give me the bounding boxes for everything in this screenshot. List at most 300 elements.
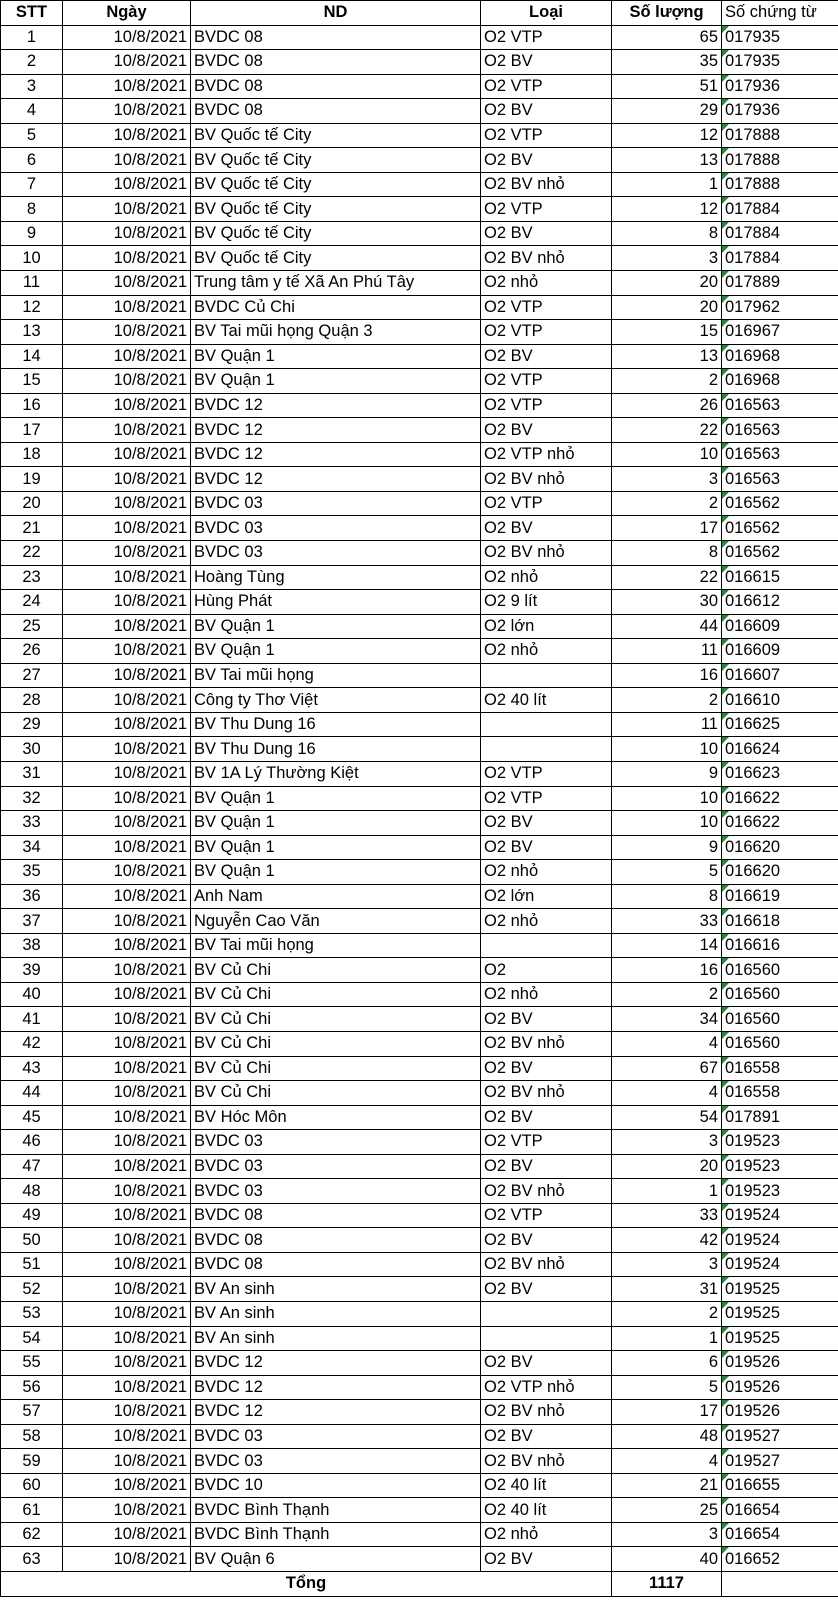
cell-doc[interactable]: 017936 <box>722 99 838 124</box>
cell-type[interactable]: O2 VTP <box>481 369 612 394</box>
cell-nd[interactable]: BV Củ Chi <box>191 958 481 983</box>
cell-stt[interactable]: 9 <box>1 221 63 246</box>
cell-qty[interactable]: 8 <box>612 541 722 566</box>
cell-date[interactable]: 10/8/2021 <box>63 516 191 541</box>
cell-doc[interactable]: 019527 <box>722 1424 838 1449</box>
cell-stt[interactable]: 43 <box>1 1056 63 1081</box>
cell-doc[interactable]: 017935 <box>722 25 838 50</box>
cell-nd[interactable]: BV Củ Chi <box>191 1031 481 1056</box>
cell-nd[interactable]: BVDC 08 <box>191 1252 481 1277</box>
cell-doc[interactable]: 016652 <box>722 1547 838 1572</box>
cell-nd[interactable]: BVDC 12 <box>191 442 481 467</box>
cell-qty[interactable]: 2 <box>612 982 722 1007</box>
cell-nd[interactable]: BVDC 10 <box>191 1473 481 1498</box>
cell-nd[interactable]: BVDC 03 <box>191 1130 481 1155</box>
cell-date[interactable]: 10/8/2021 <box>63 369 191 394</box>
cell-date[interactable]: 10/8/2021 <box>63 1424 191 1449</box>
cell-date[interactable]: 10/8/2021 <box>63 172 191 197</box>
cell-type[interactable]: O2 BV nhỏ <box>481 1179 612 1204</box>
cell-nd[interactable]: BVDC 03 <box>191 1424 481 1449</box>
cell-qty[interactable]: 2 <box>612 369 722 394</box>
cell-nd[interactable]: BVDC 03 <box>191 1154 481 1179</box>
cell-qty[interactable]: 14 <box>612 933 722 958</box>
cell-type[interactable]: O2 VTP <box>481 1130 612 1155</box>
cell-doc[interactable]: 019525 <box>722 1301 838 1326</box>
cell-stt[interactable]: 30 <box>1 737 63 762</box>
cell-nd[interactable]: BV Củ Chi <box>191 1081 481 1106</box>
cell-qty[interactable]: 51 <box>612 74 722 99</box>
cell-qty[interactable]: 35 <box>612 50 722 75</box>
cell-type[interactable]: O2 VTP <box>481 393 612 418</box>
cell-nd[interactable]: BV Quận 1 <box>191 835 481 860</box>
cell-type[interactable]: O2 40 lít <box>481 688 612 713</box>
cell-nd[interactable]: BVDC Bình Thạnh <box>191 1498 481 1523</box>
cell-doc[interactable]: 019523 <box>722 1179 838 1204</box>
cell-date[interactable]: 10/8/2021 <box>63 1081 191 1106</box>
cell-qty[interactable]: 20 <box>612 295 722 320</box>
cell-stt[interactable]: 22 <box>1 541 63 566</box>
cell-nd[interactable]: BV Tai mũi họng <box>191 933 481 958</box>
cell-qty[interactable]: 13 <box>612 148 722 173</box>
cell-stt[interactable]: 58 <box>1 1424 63 1449</box>
cell-qty[interactable]: 44 <box>612 614 722 639</box>
cell-doc[interactable]: 016615 <box>722 565 838 590</box>
cell-qty[interactable]: 11 <box>612 712 722 737</box>
cell-date[interactable]: 10/8/2021 <box>63 835 191 860</box>
cell-nd[interactable]: BV An sinh <box>191 1301 481 1326</box>
cell-date[interactable]: 10/8/2021 <box>63 491 191 516</box>
cell-nd[interactable]: BVDC 12 <box>191 418 481 443</box>
cell-doc[interactable]: 016609 <box>722 614 838 639</box>
cell-doc[interactable]: 016560 <box>722 982 838 1007</box>
cell-nd[interactable]: BVDC 12 <box>191 393 481 418</box>
cell-nd[interactable]: BV Quận 1 <box>191 614 481 639</box>
cell-date[interactable]: 10/8/2021 <box>63 1326 191 1351</box>
cell-nd[interactable]: BVDC 08 <box>191 99 481 124</box>
cell-type[interactable]: O2 BV <box>481 1056 612 1081</box>
cell-type[interactable]: O2 VTP <box>481 320 612 345</box>
cell-type[interactable]: O2 nhỏ <box>481 860 612 885</box>
cell-type[interactable]: O2 BV nhỏ <box>481 172 612 197</box>
cell-stt[interactable]: 18 <box>1 442 63 467</box>
cell-type[interactable] <box>481 663 612 688</box>
cell-type[interactable]: O2 BV <box>481 148 612 173</box>
cell-type[interactable]: O2 BV nhỏ <box>481 1031 612 1056</box>
cell-nd[interactable]: BVDC Củ Chi <box>191 295 481 320</box>
cell-doc[interactable]: 019523 <box>722 1154 838 1179</box>
cell-qty[interactable]: 22 <box>612 418 722 443</box>
cell-doc[interactable]: 016563 <box>722 467 838 492</box>
cell-stt[interactable]: 19 <box>1 467 63 492</box>
cell-stt[interactable]: 21 <box>1 516 63 541</box>
cell-type[interactable]: O2 lớn <box>481 884 612 909</box>
cell-stt[interactable]: 5 <box>1 123 63 148</box>
cell-nd[interactable]: BV Tai mũi họng Quận 3 <box>191 320 481 345</box>
cell-doc[interactable]: 019526 <box>722 1375 838 1400</box>
cell-nd[interactable]: BV Quốc tế City <box>191 172 481 197</box>
cell-stt[interactable]: 31 <box>1 761 63 786</box>
cell-doc[interactable]: 016619 <box>722 884 838 909</box>
cell-type[interactable]: O2 40 lít <box>481 1498 612 1523</box>
cell-nd[interactable]: Hoàng Tùng <box>191 565 481 590</box>
cell-date[interactable]: 10/8/2021 <box>63 1179 191 1204</box>
cell-date[interactable]: 10/8/2021 <box>63 1400 191 1425</box>
cell-doc[interactable]: 019524 <box>722 1228 838 1253</box>
cell-nd[interactable]: Trung tâm y tế Xã An Phú Tây <box>191 271 481 296</box>
cell-qty[interactable]: 1 <box>612 172 722 197</box>
cell-nd[interactable]: BV An sinh <box>191 1326 481 1351</box>
cell-date[interactable]: 10/8/2021 <box>63 639 191 664</box>
cell-doc[interactable]: 016563 <box>722 442 838 467</box>
cell-date[interactable]: 10/8/2021 <box>63 663 191 688</box>
cell-doc[interactable]: 019524 <box>722 1252 838 1277</box>
cell-nd[interactable]: BVDC 08 <box>191 1203 481 1228</box>
cell-type[interactable]: O2 9 lít <box>481 590 612 615</box>
cell-stt[interactable]: 46 <box>1 1130 63 1155</box>
cell-nd[interactable]: BVDC 03 <box>191 1179 481 1204</box>
cell-doc[interactable]: 016560 <box>722 958 838 983</box>
cell-doc[interactable]: 017884 <box>722 221 838 246</box>
cell-stt[interactable]: 44 <box>1 1081 63 1106</box>
cell-date[interactable]: 10/8/2021 <box>63 590 191 615</box>
cell-type[interactable] <box>481 737 612 762</box>
cell-type[interactable]: O2 BV <box>481 516 612 541</box>
cell-qty[interactable]: 3 <box>612 246 722 271</box>
cell-nd[interactable]: BVDC 12 <box>191 1351 481 1376</box>
cell-stt[interactable]: 34 <box>1 835 63 860</box>
cell-qty[interactable]: 3 <box>612 1130 722 1155</box>
cell-type[interactable]: O2 BV <box>481 1547 612 1572</box>
cell-type[interactable]: O2 nhỏ <box>481 271 612 296</box>
cell-date[interactable]: 10/8/2021 <box>63 1105 191 1130</box>
cell-date[interactable]: 10/8/2021 <box>63 1375 191 1400</box>
cell-nd[interactable]: BVDC 03 <box>191 541 481 566</box>
cell-stt[interactable]: 13 <box>1 320 63 345</box>
cell-type[interactable]: O2 BV <box>481 221 612 246</box>
cell-type[interactable]: O2 BV nhỏ <box>481 1081 612 1106</box>
cell-type[interactable]: O2 VTP <box>481 25 612 50</box>
cell-type[interactable] <box>481 933 612 958</box>
cell-type[interactable]: O2 BV <box>481 1277 612 1302</box>
cell-stt[interactable]: 51 <box>1 1252 63 1277</box>
cell-qty[interactable]: 25 <box>612 1498 722 1523</box>
cell-qty[interactable]: 20 <box>612 271 722 296</box>
cell-nd[interactable]: Hùng Phát <box>191 590 481 615</box>
cell-doc[interactable]: 017891 <box>722 1105 838 1130</box>
cell-nd[interactable]: BV An sinh <box>191 1277 481 1302</box>
cell-qty[interactable]: 2 <box>612 688 722 713</box>
cell-type[interactable]: O2 lớn <box>481 614 612 639</box>
cell-type[interactable]: O2 nhỏ <box>481 639 612 664</box>
cell-date[interactable]: 10/8/2021 <box>63 1522 191 1547</box>
cell-stt[interactable]: 11 <box>1 271 63 296</box>
cell-date[interactable]: 10/8/2021 <box>63 1498 191 1523</box>
cell-date[interactable]: 10/8/2021 <box>63 246 191 271</box>
header-stt[interactable]: STT <box>1 1 63 26</box>
cell-doc[interactable]: 016968 <box>722 344 838 369</box>
cell-qty[interactable]: 17 <box>612 1400 722 1425</box>
cell-qty[interactable]: 4 <box>612 1031 722 1056</box>
cell-date[interactable]: 10/8/2021 <box>63 786 191 811</box>
cell-stt[interactable]: 7 <box>1 172 63 197</box>
cell-doc[interactable]: 016655 <box>722 1473 838 1498</box>
cell-stt[interactable]: 25 <box>1 614 63 639</box>
cell-type[interactable]: O2 VTP nhỏ <box>481 1375 612 1400</box>
cell-doc[interactable]: 016620 <box>722 860 838 885</box>
cell-stt[interactable]: 16 <box>1 393 63 418</box>
total-empty-cell[interactable] <box>722 1572 838 1597</box>
cell-date[interactable]: 10/8/2021 <box>63 933 191 958</box>
cell-nd[interactable]: BV Quận 1 <box>191 369 481 394</box>
cell-qty[interactable]: 1 <box>612 1326 722 1351</box>
cell-qty[interactable]: 40 <box>612 1547 722 1572</box>
cell-stt[interactable]: 33 <box>1 811 63 836</box>
cell-stt[interactable]: 45 <box>1 1105 63 1130</box>
cell-nd[interactable]: BV Hóc Môn <box>191 1105 481 1130</box>
cell-qty[interactable]: 65 <box>612 25 722 50</box>
cell-type[interactable]: O2 nhỏ <box>481 1522 612 1547</box>
cell-stt[interactable]: 23 <box>1 565 63 590</box>
cell-type[interactable]: O2 BV <box>481 1351 612 1376</box>
cell-type[interactable]: O2 <box>481 958 612 983</box>
cell-date[interactable]: 10/8/2021 <box>63 271 191 296</box>
cell-type[interactable]: O2 nhỏ <box>481 909 612 934</box>
cell-stt[interactable]: 6 <box>1 148 63 173</box>
cell-type[interactable]: O2 VTP <box>481 761 612 786</box>
cell-qty[interactable]: 3 <box>612 467 722 492</box>
cell-doc[interactable]: 016558 <box>722 1056 838 1081</box>
cell-type[interactable]: O2 BV <box>481 418 612 443</box>
cell-date[interactable]: 10/8/2021 <box>63 25 191 50</box>
cell-date[interactable]: 10/8/2021 <box>63 1301 191 1326</box>
cell-doc[interactable]: 017884 <box>722 246 838 271</box>
cell-doc[interactable]: 017884 <box>722 197 838 222</box>
cell-nd[interactable]: BV Quận 1 <box>191 811 481 836</box>
cell-nd[interactable]: BV Quận 6 <box>191 1547 481 1572</box>
cell-type[interactable]: O2 VTP nhỏ <box>481 442 612 467</box>
cell-nd[interactable]: BVDC 12 <box>191 467 481 492</box>
cell-type[interactable]: O2 VTP <box>481 123 612 148</box>
cell-nd[interactable]: BVDC 08 <box>191 25 481 50</box>
cell-doc[interactable]: 017889 <box>722 271 838 296</box>
cell-date[interactable]: 10/8/2021 <box>63 442 191 467</box>
cell-qty[interactable]: 16 <box>612 663 722 688</box>
cell-date[interactable]: 10/8/2021 <box>63 811 191 836</box>
cell-type[interactable] <box>481 712 612 737</box>
total-label[interactable]: Tổng <box>1 1572 612 1597</box>
cell-qty[interactable]: 48 <box>612 1424 722 1449</box>
cell-qty[interactable]: 54 <box>612 1105 722 1130</box>
cell-doc[interactable]: 016624 <box>722 737 838 762</box>
cell-doc[interactable]: 016607 <box>722 663 838 688</box>
cell-nd[interactable]: BV Quận 1 <box>191 639 481 664</box>
cell-type[interactable]: O2 BV <box>481 1228 612 1253</box>
cell-qty[interactable]: 2 <box>612 491 722 516</box>
cell-date[interactable]: 10/8/2021 <box>63 123 191 148</box>
cell-stt[interactable]: 53 <box>1 1301 63 1326</box>
cell-doc[interactable]: 016618 <box>722 909 838 934</box>
cell-doc[interactable]: 016563 <box>722 393 838 418</box>
cell-qty[interactable]: 6 <box>612 1351 722 1376</box>
cell-stt[interactable]: 38 <box>1 933 63 958</box>
cell-doc[interactable]: 019526 <box>722 1400 838 1425</box>
cell-date[interactable]: 10/8/2021 <box>63 1130 191 1155</box>
cell-doc[interactable]: 016609 <box>722 639 838 664</box>
cell-stt[interactable]: 28 <box>1 688 63 713</box>
cell-date[interactable]: 10/8/2021 <box>63 393 191 418</box>
cell-nd[interactable]: BV Quốc tế City <box>191 123 481 148</box>
cell-date[interactable]: 10/8/2021 <box>63 418 191 443</box>
cell-doc[interactable]: 016562 <box>722 541 838 566</box>
cell-type[interactable]: O2 BV <box>481 835 612 860</box>
header-doc[interactable]: Số chứng từ <box>722 1 838 26</box>
cell-qty[interactable]: 15 <box>612 320 722 345</box>
cell-type[interactable]: O2 BV <box>481 1007 612 1032</box>
cell-date[interactable]: 10/8/2021 <box>63 320 191 345</box>
cell-doc[interactable]: 017888 <box>722 123 838 148</box>
cell-qty[interactable]: 1 <box>612 1179 722 1204</box>
cell-nd[interactable]: BV Tai mũi họng <box>191 663 481 688</box>
cell-stt[interactable]: 55 <box>1 1351 63 1376</box>
cell-doc[interactable]: 019524 <box>722 1203 838 1228</box>
cell-stt[interactable]: 57 <box>1 1400 63 1425</box>
cell-doc[interactable]: 017888 <box>722 148 838 173</box>
cell-date[interactable]: 10/8/2021 <box>63 1449 191 1474</box>
total-value[interactable]: 1117 <box>612 1572 722 1597</box>
cell-doc[interactable]: 016968 <box>722 369 838 394</box>
cell-doc[interactable]: 019523 <box>722 1130 838 1155</box>
cell-qty[interactable]: 2 <box>612 1301 722 1326</box>
cell-doc[interactable]: 016560 <box>722 1007 838 1032</box>
cell-nd[interactable]: Anh Nam <box>191 884 481 909</box>
cell-qty[interactable]: 33 <box>612 1203 722 1228</box>
cell-doc[interactable]: 016967 <box>722 320 838 345</box>
cell-nd[interactable]: BV Quận 1 <box>191 786 481 811</box>
cell-doc[interactable]: 019527 <box>722 1449 838 1474</box>
cell-nd[interactable]: BV Quận 1 <box>191 344 481 369</box>
cell-doc[interactable]: 016623 <box>722 761 838 786</box>
cell-type[interactable]: O2 BV <box>481 811 612 836</box>
cell-doc[interactable]: 017962 <box>722 295 838 320</box>
cell-type[interactable]: O2 VTP <box>481 786 612 811</box>
cell-qty[interactable]: 16 <box>612 958 722 983</box>
cell-date[interactable]: 10/8/2021 <box>63 688 191 713</box>
cell-doc[interactable]: 016558 <box>722 1081 838 1106</box>
cell-type[interactable]: O2 BV <box>481 1105 612 1130</box>
cell-qty[interactable]: 26 <box>612 393 722 418</box>
cell-qty[interactable]: 10 <box>612 737 722 762</box>
cell-date[interactable]: 10/8/2021 <box>63 467 191 492</box>
cell-date[interactable]: 10/8/2021 <box>63 1203 191 1228</box>
cell-nd[interactable]: Nguyễn Cao Văn <box>191 909 481 934</box>
cell-date[interactable]: 10/8/2021 <box>63 1277 191 1302</box>
cell-stt[interactable]: 59 <box>1 1449 63 1474</box>
cell-qty[interactable]: 9 <box>612 761 722 786</box>
cell-qty[interactable]: 29 <box>612 99 722 124</box>
cell-date[interactable]: 10/8/2021 <box>63 541 191 566</box>
cell-type[interactable]: O2 BV nhỏ <box>481 1400 612 1425</box>
cell-stt[interactable]: 35 <box>1 860 63 885</box>
cell-date[interactable]: 10/8/2021 <box>63 74 191 99</box>
cell-date[interactable]: 10/8/2021 <box>63 958 191 983</box>
cell-date[interactable]: 10/8/2021 <box>63 614 191 639</box>
cell-date[interactable]: 10/8/2021 <box>63 221 191 246</box>
cell-stt[interactable]: 32 <box>1 786 63 811</box>
cell-doc[interactable]: 016562 <box>722 491 838 516</box>
cell-stt[interactable]: 41 <box>1 1007 63 1032</box>
cell-doc[interactable]: 017888 <box>722 172 838 197</box>
cell-type[interactable]: O2 BV nhỏ <box>481 467 612 492</box>
cell-stt[interactable]: 56 <box>1 1375 63 1400</box>
cell-doc[interactable]: 016562 <box>722 516 838 541</box>
cell-nd[interactable]: BVDC 03 <box>191 516 481 541</box>
cell-date[interactable]: 10/8/2021 <box>63 1547 191 1572</box>
cell-type[interactable] <box>481 1301 612 1326</box>
cell-stt[interactable]: 12 <box>1 295 63 320</box>
cell-stt[interactable]: 26 <box>1 639 63 664</box>
cell-date[interactable]: 10/8/2021 <box>63 909 191 934</box>
cell-doc[interactable]: 019526 <box>722 1351 838 1376</box>
cell-type[interactable]: O2 BV <box>481 1154 612 1179</box>
cell-qty[interactable]: 20 <box>612 1154 722 1179</box>
cell-type[interactable]: O2 VTP <box>481 1203 612 1228</box>
cell-stt[interactable]: 61 <box>1 1498 63 1523</box>
cell-date[interactable]: 10/8/2021 <box>63 1252 191 1277</box>
cell-type[interactable]: O2 BV <box>481 1424 612 1449</box>
cell-type[interactable]: O2 BV <box>481 99 612 124</box>
cell-date[interactable]: 10/8/2021 <box>63 1228 191 1253</box>
cell-doc[interactable]: 016654 <box>722 1498 838 1523</box>
cell-qty[interactable]: 3 <box>612 1522 722 1547</box>
cell-qty[interactable]: 10 <box>612 442 722 467</box>
header-type[interactable]: Loại <box>481 1 612 26</box>
cell-nd[interactable]: BVDC 03 <box>191 491 481 516</box>
cell-type[interactable]: O2 BV <box>481 344 612 369</box>
cell-type[interactable]: O2 VTP <box>481 74 612 99</box>
cell-nd[interactable]: BV Thu Dung 16 <box>191 712 481 737</box>
cell-qty[interactable]: 12 <box>612 123 722 148</box>
cell-qty[interactable]: 4 <box>612 1449 722 1474</box>
cell-qty[interactable]: 17 <box>612 516 722 541</box>
cell-qty[interactable]: 33 <box>612 909 722 934</box>
cell-stt[interactable]: 62 <box>1 1522 63 1547</box>
cell-nd[interactable]: BVDC 12 <box>191 1400 481 1425</box>
cell-stt[interactable]: 60 <box>1 1473 63 1498</box>
cell-nd[interactable]: BV Củ Chi <box>191 1056 481 1081</box>
header-nd[interactable]: ND <box>191 1 481 26</box>
cell-nd[interactable]: BV Củ Chi <box>191 982 481 1007</box>
cell-stt[interactable]: 54 <box>1 1326 63 1351</box>
cell-qty[interactable]: 11 <box>612 639 722 664</box>
cell-qty[interactable]: 12 <box>612 197 722 222</box>
cell-stt[interactable]: 17 <box>1 418 63 443</box>
cell-qty[interactable]: 8 <box>612 884 722 909</box>
cell-qty[interactable]: 8 <box>612 221 722 246</box>
cell-nd[interactable]: BV 1A Lý Thường Kiệt <box>191 761 481 786</box>
cell-type[interactable]: O2 BV nhỏ <box>481 1252 612 1277</box>
cell-nd[interactable]: BV Quận 1 <box>191 860 481 885</box>
cell-type[interactable]: O2 nhỏ <box>481 565 612 590</box>
cell-type[interactable]: O2 BV <box>481 50 612 75</box>
cell-stt[interactable]: 52 <box>1 1277 63 1302</box>
cell-date[interactable]: 10/8/2021 <box>63 1031 191 1056</box>
cell-date[interactable]: 10/8/2021 <box>63 1473 191 1498</box>
cell-stt[interactable]: 4 <box>1 99 63 124</box>
cell-doc[interactable]: 016622 <box>722 786 838 811</box>
cell-date[interactable]: 10/8/2021 <box>63 737 191 762</box>
cell-qty[interactable]: 22 <box>612 565 722 590</box>
cell-nd[interactable]: BVDC 08 <box>191 74 481 99</box>
